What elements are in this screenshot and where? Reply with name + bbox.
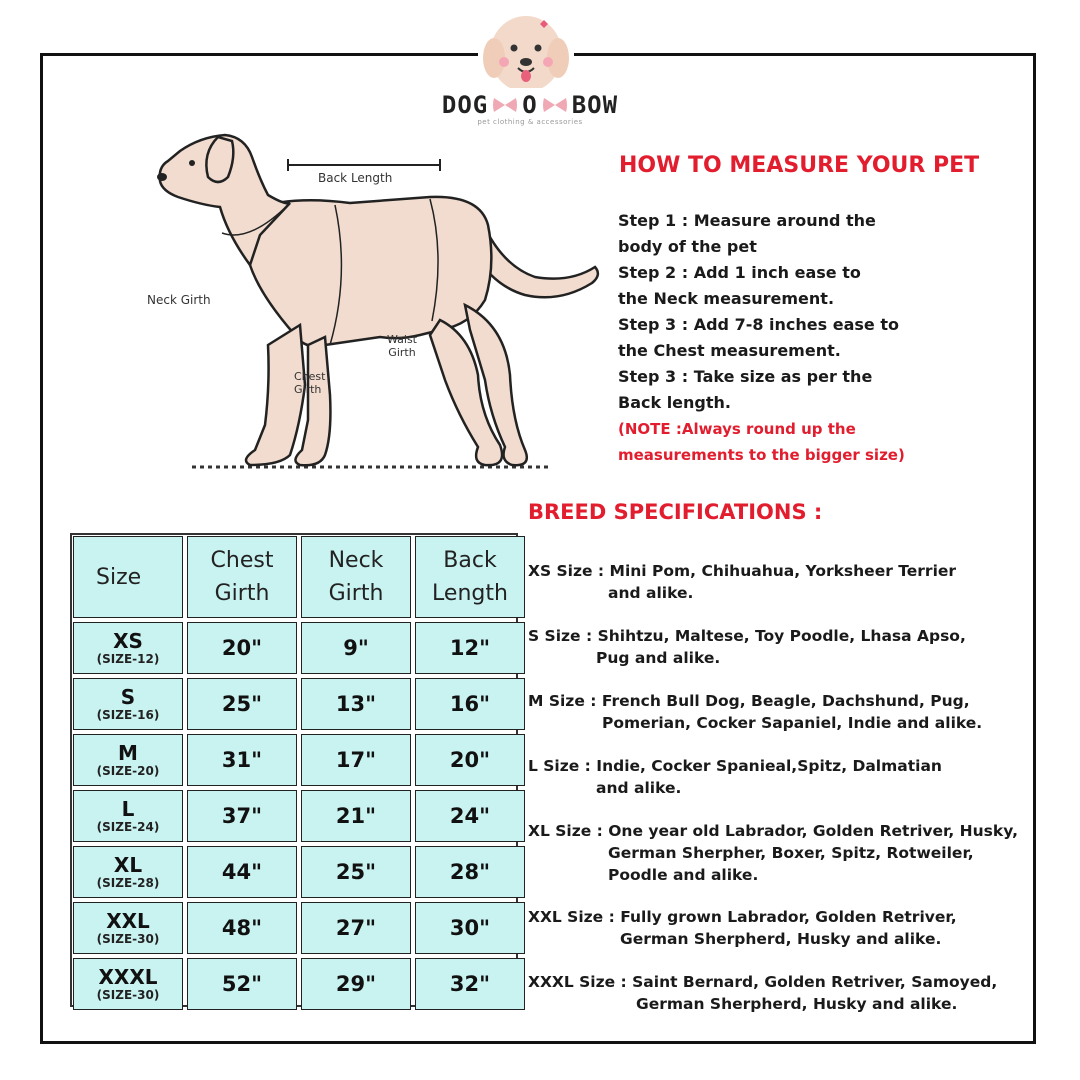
breed-item-xl: XL Size : One year old Labrador, Golden Retriver, Husky, German Sherpher, Boxer, Spitz, Rotweiler, Poodle and alike.: [528, 822, 1019, 884]
note-line: (NOTE :Always round up the: [618, 420, 856, 438]
table-cell-chest: 48": [187, 902, 297, 954]
breed-item-l: L Size : Indie, Cocker Spanieal,Spitz, Dalmatian and alike.: [528, 757, 942, 797]
brand-name: [420, 88, 640, 122]
note-line: measurements to the bigger size): [618, 446, 905, 464]
table-cell-chest: 37": [187, 790, 297, 842]
brand-name-middle: O: [522, 91, 538, 119]
table-cell-neck: 17": [301, 734, 411, 786]
table-header-size: Size: [73, 536, 183, 618]
breed-item-s: S Size : Shihtzu, Maltese, Toy Poodle, Lhasa Apso, Pug and alike.: [528, 627, 966, 667]
table-cell-size: XXL (SIZE-30): [73, 902, 183, 954]
table-cell-size: M (SIZE-20): [73, 734, 183, 786]
brand-tagline: pet clothing & accessories: [477, 118, 583, 126]
table-cell-back: 12": [415, 622, 525, 674]
size-chart-table: [70, 533, 518, 1007]
table-cell-chest: 52": [187, 958, 297, 1010]
table-header-chest-girth: Chest Girth: [187, 536, 297, 618]
table-cell-neck: 29": [301, 958, 411, 1010]
step-line: Step 1 : Measure around the: [618, 211, 876, 230]
breed-item-m: M Size : French Bull Dog, Beagle, Dachshund, Pug, Pomerian, Cocker Sapaniel, Indie and alike.: [528, 692, 983, 732]
brand-name-right: BOW: [571, 91, 619, 119]
step-line: the Chest measurement.: [618, 341, 841, 360]
table-cell-back: 20": [415, 734, 525, 786]
breed-specifications-title: BREED SPECIFICATIONS :: [528, 500, 823, 524]
breed-item-xs: XS Size : Mini Pom, Chihuahua, Yorksheer Terrier and alike.: [528, 562, 957, 602]
table-cell-back: 32": [415, 958, 525, 1010]
table-header-back-length: Back Length: [415, 536, 525, 618]
table-cell-size: XL (SIZE-28): [73, 846, 183, 898]
neck-girth-label: Neck Girth: [147, 293, 211, 307]
table-cell-back: 28": [415, 846, 525, 898]
back-length-label: Back Length: [318, 171, 393, 185]
step-line: Step 3 : Add 7-8 inches ease to: [618, 315, 899, 334]
bow-icon: [492, 96, 518, 114]
table-cell-size: L (SIZE-24): [73, 790, 183, 842]
table-cell-chest: 20": [187, 622, 297, 674]
step-line: body of the pet: [618, 237, 757, 256]
step-line: the Neck measurement.: [618, 289, 835, 308]
table-cell-back: 30": [415, 902, 525, 954]
breed-item-xxxl: XXXL Size : Saint Bernard, Golden Retriver, Samoyed, German Sherpherd, Husky and alike.: [528, 973, 998, 1013]
table-cell-chest: 44": [187, 846, 297, 898]
step-line: Back length.: [618, 393, 731, 412]
bow-icon: [542, 96, 568, 114]
table-cell-chest: 31": [187, 734, 297, 786]
table-cell-neck: 27": [301, 902, 411, 954]
brand-block: [420, 88, 640, 126]
chest-girth-label: Chest Girth: [294, 370, 326, 396]
dog-mascot-logo: [478, 8, 574, 98]
table-cell-back: 24": [415, 790, 525, 842]
table-cell-neck: 25": [301, 846, 411, 898]
table-cell-chest: 25": [187, 678, 297, 730]
measure-steps: [618, 208, 1018, 468]
waist-girth-label: Waist Girth: [386, 333, 417, 359]
table-cell-size: S (SIZE-16): [73, 678, 183, 730]
table-cell-back: 16": [415, 678, 525, 730]
brand-name-left: DOG: [441, 91, 489, 119]
table-cell-size: XS (SIZE-12): [73, 622, 183, 674]
table-cell-neck: 21": [301, 790, 411, 842]
how-to-measure-title: HOW TO MEASURE YOUR PET: [619, 153, 980, 178]
step-line: Step 2 : Add 1 inch ease to: [618, 263, 861, 282]
breed-item-xxl: XXL Size : Fully grown Labrador, Golden Retriver, German Sherpherd, Husky and alike.: [528, 908, 957, 948]
table-cell-neck: 9": [301, 622, 411, 674]
table-cell-size: XXXL (SIZE-30): [73, 958, 183, 1010]
step-line: Step 3 : Take size as per the: [618, 367, 873, 386]
table-header-neck-girth: Neck Girth: [301, 536, 411, 618]
table-cell-neck: 13": [301, 678, 411, 730]
